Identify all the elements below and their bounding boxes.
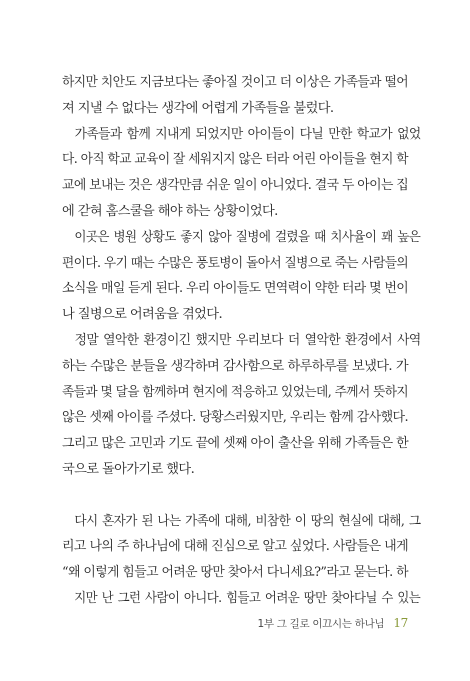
text-line: 교에 보내는 것은 생각만큼 쉬운 일이 아니었다. 결국 두 아이는 집	[62, 178, 409, 194]
text-line: 하지만 치안도 지금보다는 좋아질 것이고 더 이상은 가족들과 떨어	[62, 75, 409, 90]
text-line: 지만 난 그런 사람이 아니다. 힘들고 어려운 땅만 찾아다닐 수 있는	[74, 590, 421, 606]
text-line: 이곳은 병원 상황도 좋지 않아 질병에 걸렸을 때 치사율이 꽤 높은	[74, 229, 421, 245]
text-line: 에 갇혀 홈스쿨을 해야 하는 상황이었다.	[62, 203, 278, 219]
running-title: 1부 그 길로 이끄시는 하나님	[257, 618, 385, 630]
text-line: 다. 아직 학교 교육이 잘 세워지지 않은 터라 어린 아이들을 현지 학	[62, 152, 409, 168]
text-line: 족들과 몇 달을 함께하며 현지에 적응하고 있었는데, 주께서 뜻하지	[62, 384, 409, 400]
text-line: 리고 나의 주 하나님에 대해 진심으로 알고 싶었다. 사람들은 내게	[62, 539, 409, 555]
paragraph-gap	[62, 483, 408, 509]
text-line: “왜 이렇게 힘들고 어려운 땅만 찾아서 다니세요?”라고 묻는다. 하	[62, 565, 408, 581]
text-line: 그리고 많은 고민과 기도 끝에 셋째 아이 출산을 위해 가족들은 한	[62, 436, 409, 452]
page-number: 17	[393, 616, 408, 630]
text-line: 가족들과 함께 지내게 되었지만 아이들이 다닐 만한 학교가 없었	[74, 126, 421, 142]
text-line: 정말 열악한 환경이긴 했지만 우리보다 더 열악한 환경에서 사역	[74, 332, 421, 348]
page-footer	[257, 616, 408, 631]
text-line: 편이다. 우기 때는 수많은 풍토병이 돌아서 질병으로 죽는 사람들의	[62, 255, 409, 271]
text-line: 져 지낼 수 없다는 생각에 어렵게 가족들을 불렀다.	[62, 100, 334, 116]
text-line: 국으로 돌아가기로 했다.	[62, 461, 195, 477]
text-line: 나 질병으로 어려움을 겪었다.	[62, 307, 223, 323]
text-line: 소식을 매일 듣게 된다. 우리 아이들도 면역력이 약한 터라 몇 번이	[62, 281, 409, 297]
text-line: 않은 셋째 아이를 주셨다. 당황스러웠지만, 우리는 함께 감사했다.	[62, 410, 409, 426]
body-text	[62, 70, 421, 612]
text-line: 다시 혼자가 된 나는 가족에 대해, 비참한 이 땅의 현실에 대해, 그	[74, 513, 421, 529]
text-line: 하는 수많은 분들을 생각하며 감사함으로 하루하루를 보냈다. 가	[62, 358, 408, 374]
